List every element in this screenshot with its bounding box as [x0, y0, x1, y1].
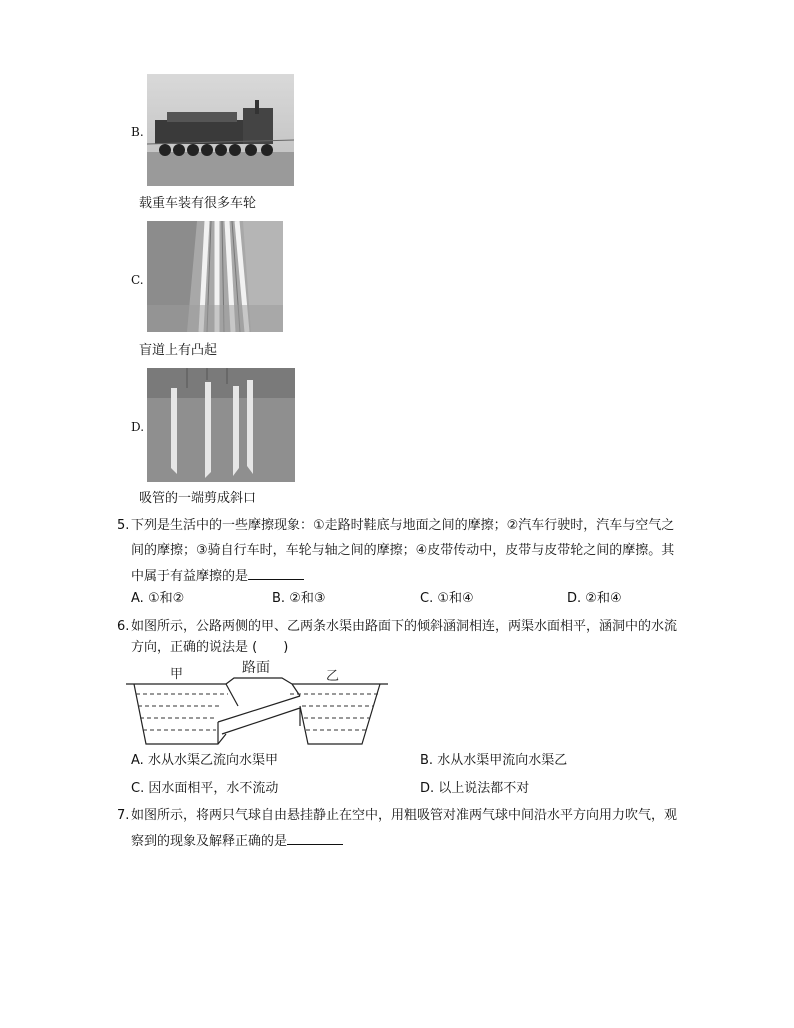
q5-option-d-letter: D. [567, 591, 582, 606]
q5-text-line3 [131, 567, 304, 585]
option-c-caption: 盲道上有凸起 [139, 343, 218, 358]
q5-option-a[interactable] [131, 591, 184, 607]
q7-text-line2 [131, 832, 343, 850]
q5-option-d[interactable] [567, 591, 622, 607]
q6-option-b-text: 水从水渠甲流向水渠乙 [437, 753, 568, 768]
q6-text-line1: 如图所示，公路两侧的甲、乙两条水渠由路面下的倾斜涵洞相连，两渠水面相平，涵洞中的水流 [131, 619, 678, 634]
diagram-label-jia: 甲 [170, 667, 184, 682]
q6-option-c[interactable] [131, 781, 278, 797]
q6-text-line2: 方向，正确的说法是 ( ) [131, 640, 289, 655]
truck-photo [147, 74, 294, 186]
q6-option-a[interactable] [131, 753, 278, 769]
q7-answer-blank[interactable] [287, 832, 343, 845]
diagram-label-road: 路面 [242, 660, 270, 676]
q5-option-a-text: ①和② [147, 591, 185, 606]
q6-option-b-letter: B. [420, 753, 434, 768]
diagram-label-yi: 乙 [326, 669, 340, 684]
q5-number: 5. [117, 518, 130, 533]
q5-option-b[interactable] [272, 591, 326, 607]
q7-number: 7. [117, 808, 130, 823]
q5-option-a-letter: A. [131, 591, 144, 606]
q5-option-c[interactable] [420, 591, 474, 607]
q6-option-c-text: 因水面相平，水不流动 [148, 781, 279, 796]
q6-option-b[interactable] [420, 753, 567, 769]
q5-option-b-letter: B. [272, 591, 286, 606]
q6-option-a-letter: A. [131, 753, 144, 768]
q5-option-b-text: ②和③ [289, 591, 326, 606]
q5-option-d-text: ②和④ [585, 591, 622, 606]
q5-option-c-letter: C. [420, 591, 434, 606]
q5-text-line2: 间的摩擦；③骑自行车时，车轮与轴之间的摩擦；④皮带传动中，皮带与皮带轮之间的摩擦。其 [131, 543, 675, 558]
q6-number: 6. [117, 619, 130, 634]
q7-line2-text: 察到的现象及解释正确的是 [131, 834, 288, 849]
q6-option-d-text: 以上说法都不对 [438, 781, 530, 796]
q6-option-c-letter: C. [131, 781, 145, 796]
option-c-letter: C. [131, 273, 144, 287]
culvert-diagram [122, 656, 392, 752]
straws-photo [147, 368, 295, 482]
q7-text-line1: 如图所示，将两只气球自由悬挂静止在空中，用粗吸管对准两气球中间沿水平方向用力吹气，观 [131, 808, 678, 823]
option-b-letter: B. [131, 125, 144, 139]
q6-option-d-letter: D. [420, 781, 435, 796]
option-d-letter: D. [131, 420, 145, 434]
q5-line3-text: 中属于有益摩擦的是 [131, 569, 249, 584]
q5-option-c-text: ①和④ [437, 591, 474, 606]
q5-text-line1: 下列是生活中的一些摩擦现象：①走路时鞋底与地面之间的摩擦；②汽车行驶时，汽车与空气之 [131, 518, 675, 533]
q6-option-a-text: 水从水渠乙流向水渠甲 [147, 753, 278, 768]
option-b-caption: 载重车装有很多车轮 [139, 196, 257, 211]
q5-answer-blank[interactable] [248, 567, 304, 580]
option-d-caption: 吸管的一端剪成斜口 [139, 491, 257, 506]
q6-option-d[interactable] [420, 781, 529, 797]
tactile-paving-photo [147, 221, 283, 332]
